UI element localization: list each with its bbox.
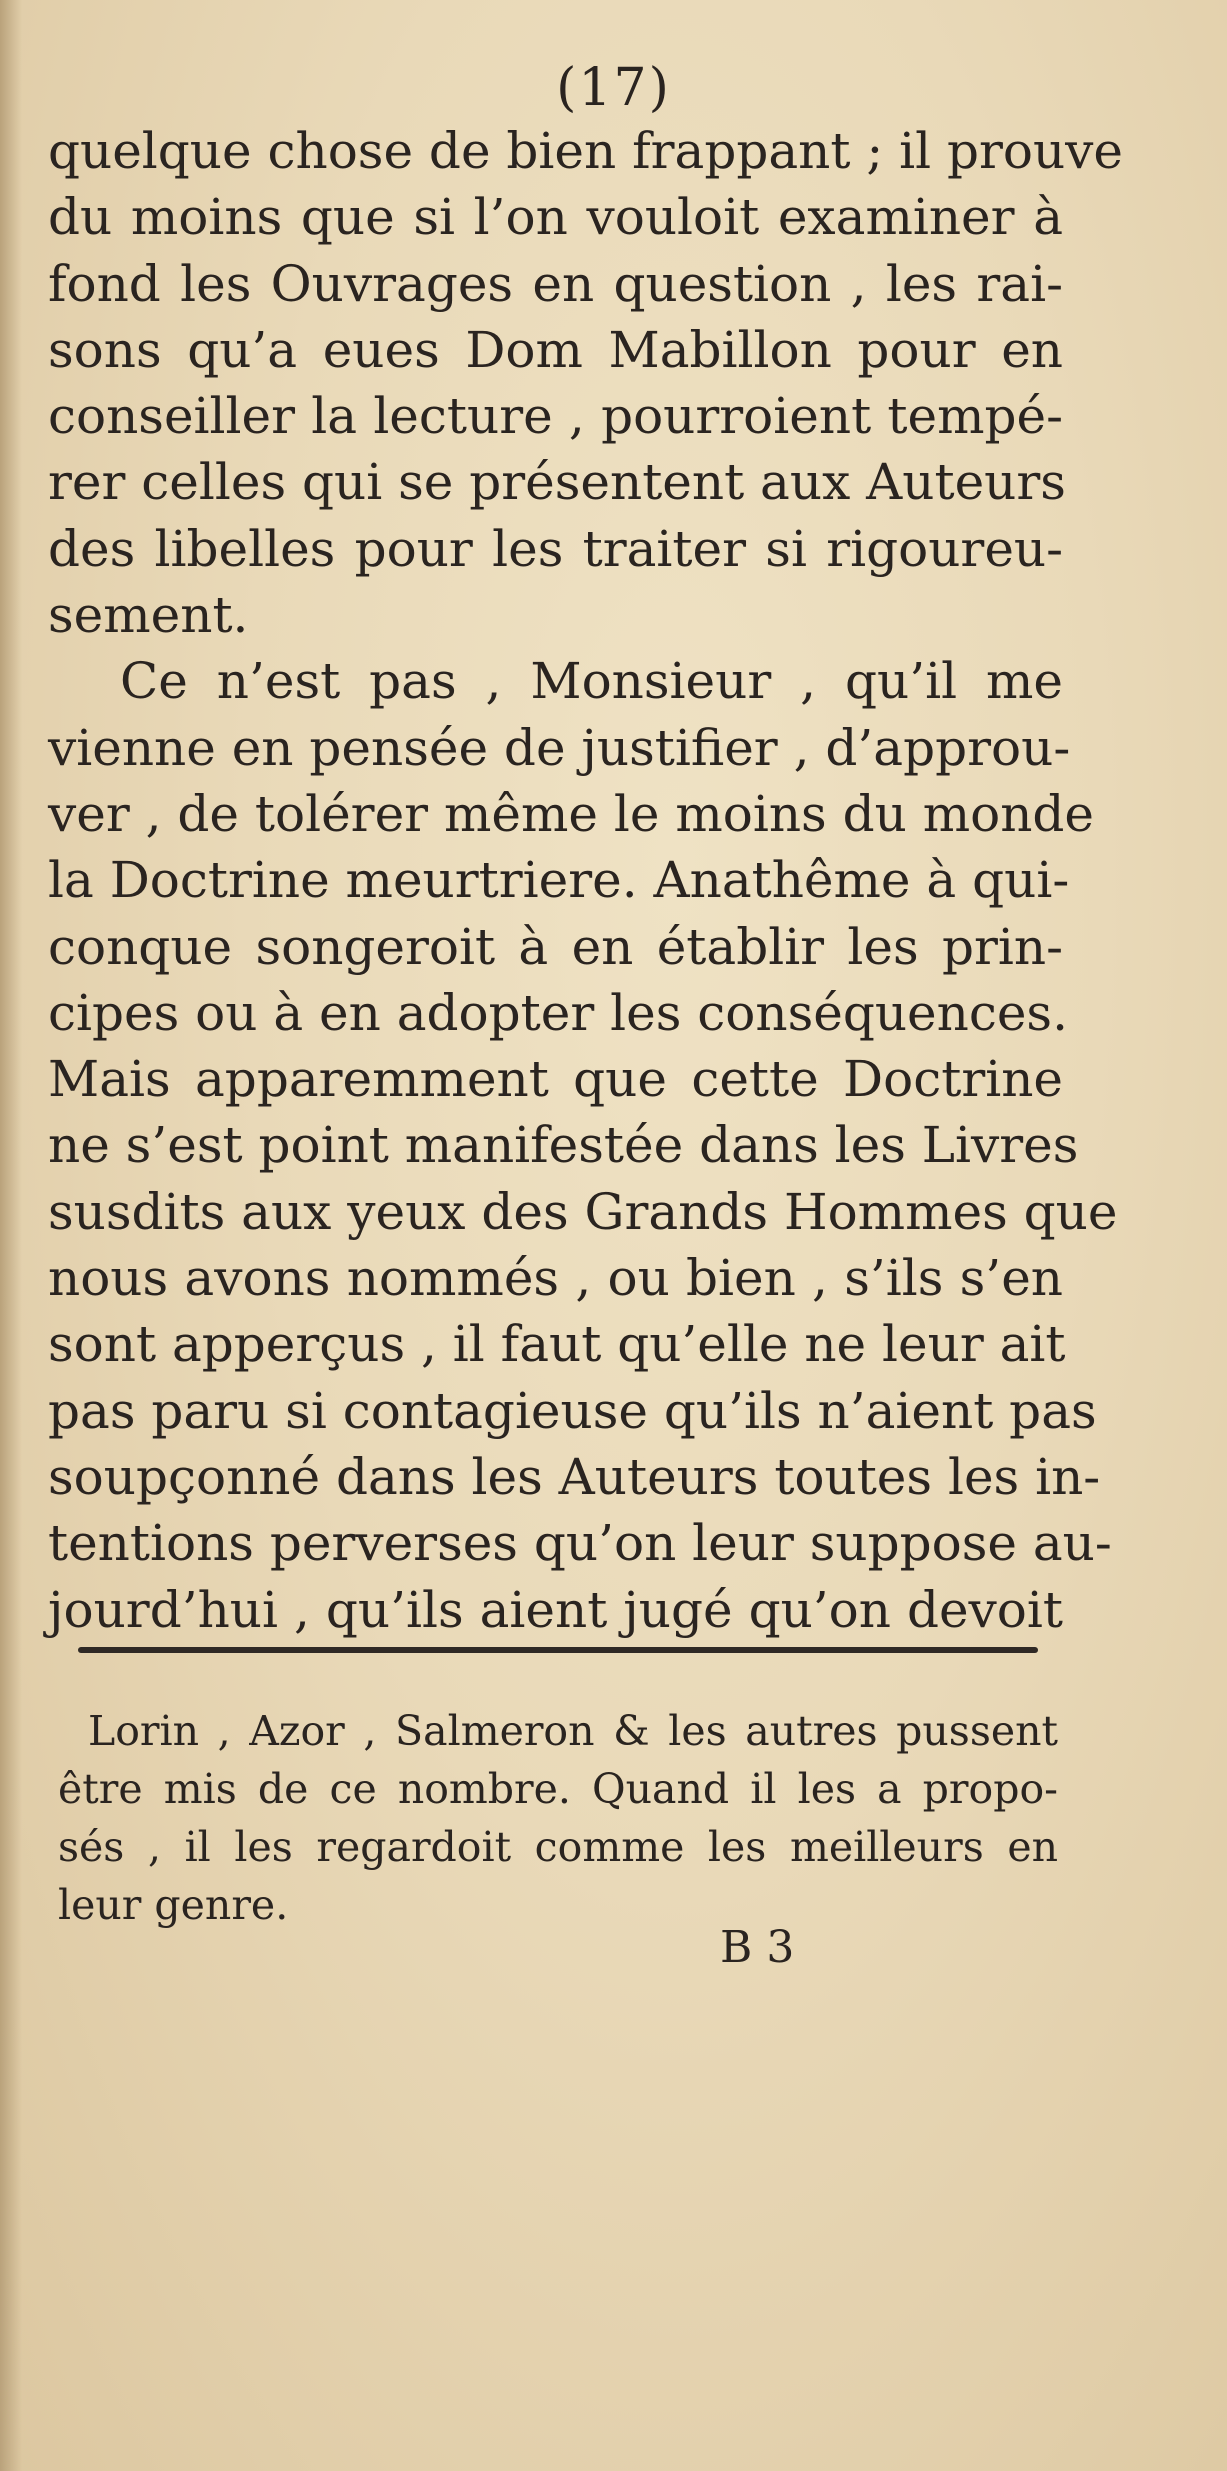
footnote-separator-rule [78, 1647, 1038, 1653]
text-line: conseiller la lecture , pourroient tempé- [48, 387, 1063, 446]
text-line-paragraph-start: Ce n’est pas , Monsieur , qu’il me [120, 652, 1063, 711]
text-line: la Doctrine meurtriere. Anathême à qui- [48, 851, 1070, 910]
text-line: Mais apparemment que cette Doctrine [48, 1050, 1063, 1109]
text-line: des libelles pour les traiter si rigoureu- [48, 519, 1063, 578]
text-line: soupçonné dans les Auteurs toutes les in- [48, 1447, 1101, 1506]
footnote-line: sés , il les regardoit comme les meilleurs en [58, 1823, 1058, 1871]
text-line: nous avons nommés , ou bien , s’ils s’en [48, 1249, 1063, 1308]
text-line: ne s’est point manifestée dans les Livres [48, 1116, 1079, 1175]
text-line: fond les Ouvrages en question , les rai- [48, 254, 1063, 313]
text-line: tentions perverses qu’on leur suppose au- [48, 1514, 1112, 1573]
text-line: sons qu’a eues Dom Mabillon pour en [48, 320, 1063, 379]
text-line: susdits aux yeux des Grands Hommes que [48, 1182, 1118, 1241]
text-line: quelque chose de bien frappant ; il prouve [48, 122, 1123, 180]
text-line: vienne en pensée de justifier , d’approu- [48, 718, 1071, 777]
text-line: cipes ou à en adopter les conséquences. [48, 983, 1068, 1042]
footnote-line: leur genre. [58, 1881, 289, 1929]
text-line: ver , de tolérer même le moins du monde [48, 784, 1095, 843]
page-gutter-shadow [0, 0, 22, 2471]
text-line: conque songeroit à en établir les prin- [48, 917, 1063, 976]
text-line: sement. [48, 586, 249, 645]
footnote-line: être mis de ce nombre. Quand il les a propo- [58, 1765, 1058, 1813]
footnote-line: Lorin , Azor , Salmeron & les autres pussent [88, 1707, 1058, 1755]
signature-mark: B 3 [720, 1922, 795, 1973]
main-text [48, 118, 1123, 1643]
text-line: rer celles qui se présentent aux Auteurs [48, 453, 1066, 512]
page-number: (17) [556, 58, 671, 118]
text-line: du moins que si l’on vouloit examiner à [48, 188, 1063, 247]
text-line: jourd’hui , qu’ils aient jugé qu’on devoit [48, 1580, 1063, 1639]
text-line: pas paru si contagieuse qu’ils n’aient pas [48, 1381, 1097, 1440]
footnote [58, 1702, 1058, 1934]
text-line: sont apperçus , il faut qu’elle ne leur ait [48, 1315, 1066, 1374]
